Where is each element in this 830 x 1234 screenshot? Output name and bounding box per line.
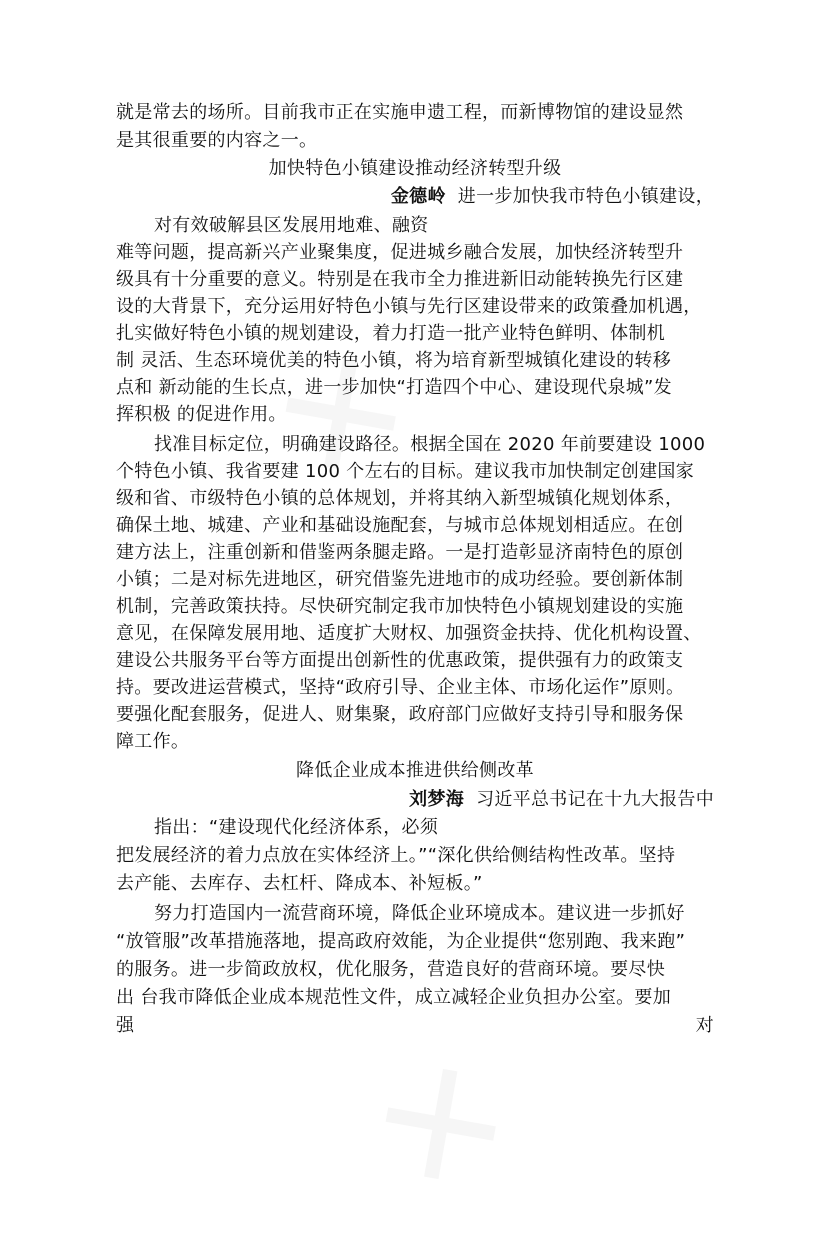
byline-text: 习近平总书记在十九大报告中 xyxy=(476,789,714,810)
body-line: 强 xyxy=(116,1015,135,1036)
body-line: 确保土地、城建、产业和基础设施配套，与城市总体规划相适应。在创 xyxy=(116,515,684,536)
body-line: 级和省、市级特色小镇的总体规划，并将其纳入新型城镇化规划体系， xyxy=(116,488,684,509)
body-line: 制 灵活、生态环境优美的特色小镇，将为培育新型城镇化建设的转移 xyxy=(116,350,672,371)
body-line: 点和 新动能的生长点，进一步加快“打造四个中心、建设现代泉城”发 xyxy=(116,377,672,398)
body-line: 努力打造国内一流营商环境，降低企业环境成本。建议进一步抓好 xyxy=(154,903,685,924)
body-line: 扎实做好特色小镇的规划建设，着力打造一批产业特色鲜明、体制机 xyxy=(116,323,665,344)
body-line: 是其很重要的内容之一。 xyxy=(116,130,318,151)
body-line: 机制，完善政策扶持。尽快研究制定我市加快特色小镇规划建设的实施 xyxy=(116,596,684,617)
body-line: 个特色小镇、我省要建 100 个左右的目标。建议我市加快制定创建国家 xyxy=(116,461,694,482)
body-line: 找准目标定位，明确建设路径。根据全国在 2020 年前要建设 1000 xyxy=(154,434,706,455)
body-line: 把发展经济的着力点放在实体经济上。”“深化供给侧结构性改革。坚持 xyxy=(116,845,676,866)
byline xyxy=(391,184,714,210)
body-line: 障工作。 xyxy=(116,731,190,752)
section-heading: 降低企业成本推进供给侧改革 xyxy=(296,760,534,781)
body-line: 对 xyxy=(695,1015,714,1036)
body-line: 小镇；二是对标先进地区，研究借鉴先进地市的成功经验。要创新体制 xyxy=(116,569,684,590)
byline xyxy=(409,787,714,813)
body-line: 设的大背景下，充分运用好特色小镇与先行区建设带来的政策叠加机遇， xyxy=(116,296,702,317)
body-line: 对有效破解县区发展用地难、融资 xyxy=(154,215,429,236)
section-heading: 加快特色小镇建设推动经济转型升级 xyxy=(268,158,562,179)
body-line: 要强化配套服务，促进人、财集聚，政府部门应做好支持引导和服务保 xyxy=(116,704,684,725)
body-line: 指出：“建设现代化经济体系，必须 xyxy=(154,817,439,838)
byline-text: 进一步加快我市特色小镇建设， xyxy=(457,186,714,207)
body-line: 级具有十分重要的意义。特别是在我市全力推进新旧动能转换先行区建 xyxy=(116,269,684,290)
body-line: 出 台我市降低企业成本规范性文件，成立减轻企业负担办公室。要加 xyxy=(116,987,672,1008)
author-name: 金德岭 xyxy=(390,186,446,207)
body-line: 持。要改进运营模式，坚持“政府引导、企业主体、市场化运作”原则。 xyxy=(116,677,685,698)
body-line: 挥积极 的促进作用。 xyxy=(116,404,287,425)
body-line: 去产能、去库存、去杠杆、降成本、补短板。” xyxy=(116,873,483,894)
body-line: 的服务。进一步简政放权，优化服务，营造良好的营商环境。要尽快 xyxy=(116,959,665,980)
body-line: 意见，在保障发展用地、适度扩大财权、加强资金扶持、优化机构设置、 xyxy=(116,623,702,644)
body-line: “放管服”改革措施落地，提高政府效能，为企业提供“您别跑、我来跑” xyxy=(116,931,686,952)
author-name: 刘梦海 xyxy=(409,789,465,810)
body-line: 建设公共服务平台等方面提出创新性的优惠政策，提供强有力的政策支 xyxy=(116,650,684,671)
body-line: 建方法上，注重创新和借鉴两条腿走路。一是打造彰显济南特色的原创 xyxy=(116,542,684,563)
body-line: 就是常去的场所。目前我市正在实施申遗工程，而新博物馆的建设显然 xyxy=(116,102,684,123)
body-line: 难等问题，提高新兴产业聚集度，促进城乡融合发展，加快经济转型升 xyxy=(116,242,684,263)
watermark-shape xyxy=(341,1020,544,1234)
